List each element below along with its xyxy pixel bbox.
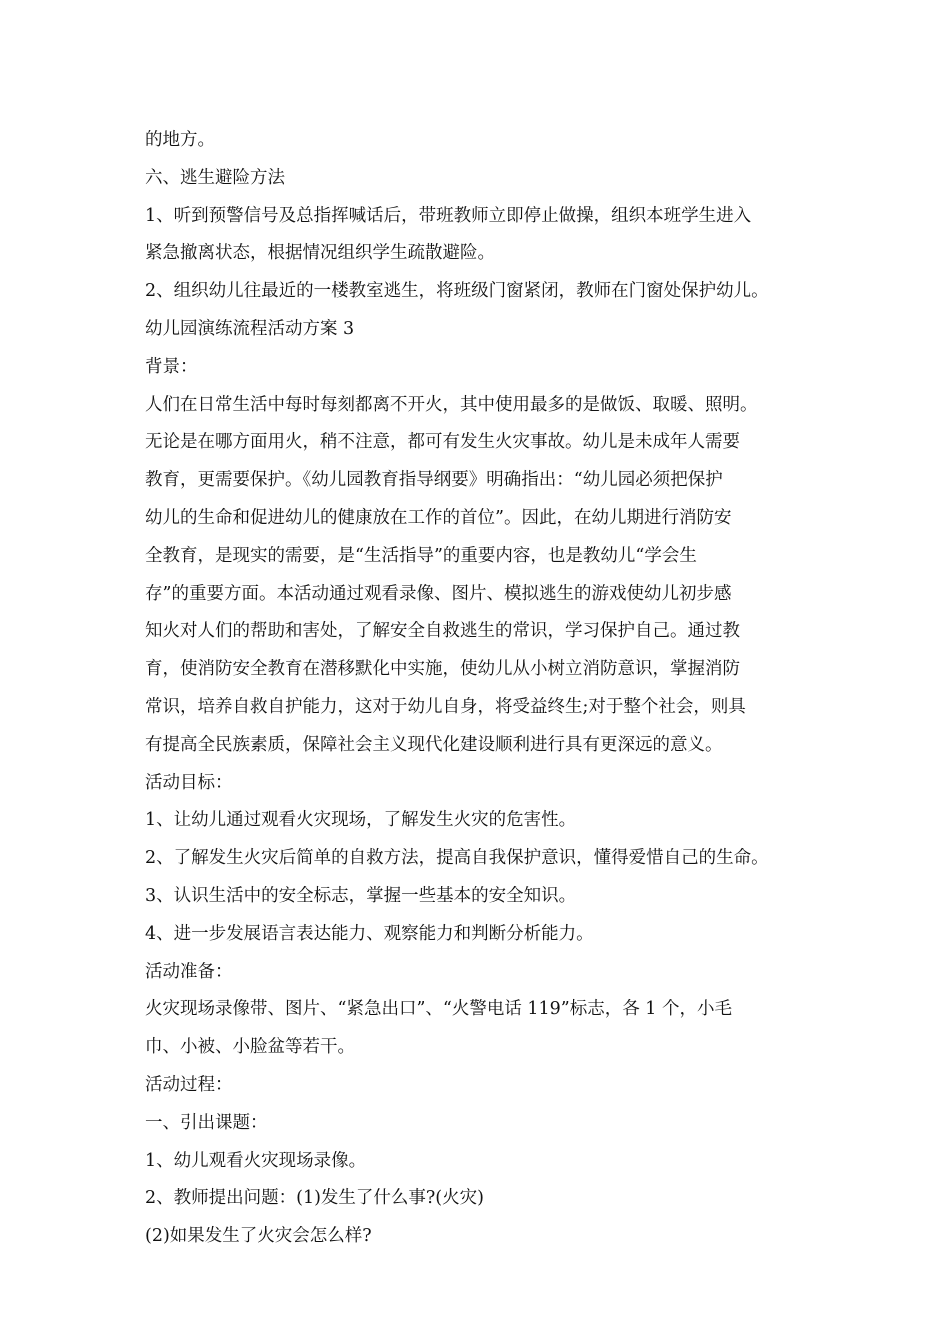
section-heading: 活动准备： [145,961,233,982]
text-line: 幼儿的生命和促进幼儿的健康放在工作的首位”。因此，在幼儿期进行消防安 [145,507,732,528]
section-heading: 活动目标： [145,772,233,793]
list-item: 3、认识生活中的安全标志，掌握一些基本的安全知识。 [145,885,577,906]
list-item: 2、了解发生火灾后简单的自救方法，提高自我保护意识，懂得爱惜自己的生命。 [145,848,769,869]
text-line: 知火对人们的帮助和害处，了解安全自救逃生的常识，学习保护自己。通过教 [145,621,740,642]
list-item: 4、进一步发展语言表达能力、观察能力和判断分析能力。 [145,923,594,944]
list-item: (2)如果发生了火灾会怎么样? [145,1226,372,1247]
list-item: 1、幼儿观看火灾现场录像。 [145,1150,367,1171]
text-line: 紧急撤离状态，根据情况组织学生疏散避险。 [145,243,495,264]
text-line: 巾、小被、小脸盆等若干。 [145,1037,355,1058]
text-line: 1、听到预警信号及总指挥喊话后，带班教师立即停止做操，组织本班学生进入 [145,205,752,226]
text-line: 2、组织幼儿往最近的一楼教室逃生，将班级门窗紧闭，教师在门窗处保护幼儿。 [145,281,769,302]
text-line: 教育，更需要保护。《幼儿园教育指导纲要》明确指出：“幼儿园必须把保护 [145,470,723,491]
text-line: 全教育，是现实的需要，是“生活指导”的重要内容，也是教幼儿“学会生 [145,545,697,566]
list-item: 2、教师提出问题：(1)发生了什么事?(火灾) [145,1188,484,1209]
text-line: 人们在日常生活中每时每刻都离不开火，其中使用最多的是做饭、取暖、照明。 [145,394,758,415]
text-line: 无论是在哪方面用火，稍不注意，都可有发生火灾事故。幼儿是未成年人需要 [145,432,740,453]
section-heading: 一、引出课题： [145,1112,268,1133]
document-title: 幼儿园演练流程活动方案 3 [145,318,355,339]
text-line: 火灾现场录像带、图片、“紧急出口”、“火警电话 119”标志，各 1 个，小毛 [145,999,733,1020]
section-heading: 背景： [145,356,198,377]
list-item: 1、让幼儿通过观看火灾现场，了解发生火灾的危害性。 [145,810,577,831]
section-heading: 活动过程： [145,1074,233,1095]
section-heading: 六、逃生避险方法 [145,167,285,188]
text-line: 常识，培养自救自护能力，这对于幼儿自身，将受益终生;对于整个社会，则具 [145,696,746,717]
text-line: 有提高全民族素质，保障社会主义现代化建设顺利进行具有更深远的意义。 [145,734,723,755]
text-line: 育，使消防安全教育在潜移默化中实施，使幼儿从小树立消防意识，掌握消防 [145,659,740,680]
text-line: 存”的重要方面。本活动通过观看录像、图片、模拟逃生的游戏使幼儿初步感 [145,583,732,604]
document-body [145,122,825,1256]
text-line: 的地方。 [145,130,215,150]
